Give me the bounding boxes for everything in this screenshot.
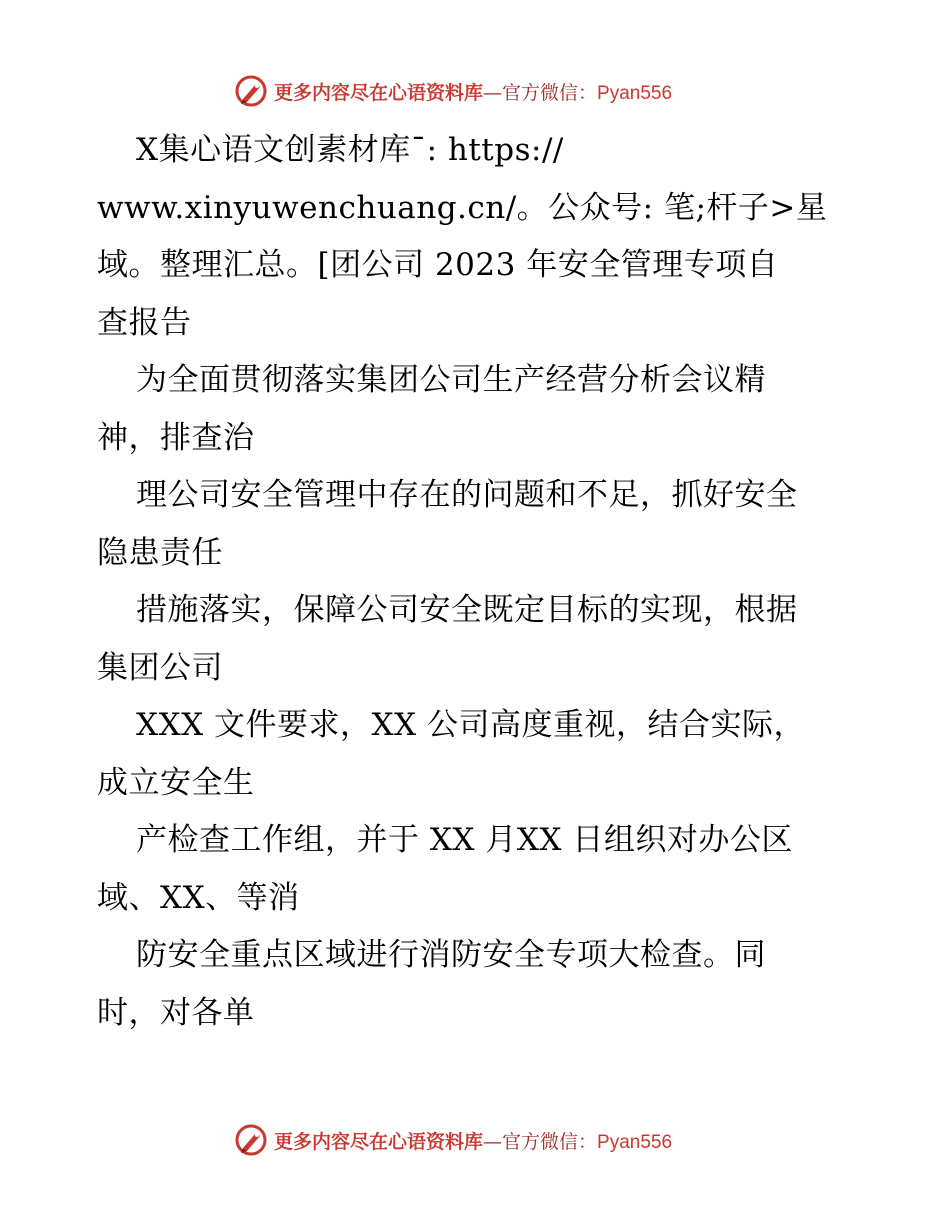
text-line: 集团公司 (97, 649, 223, 686)
watermark-wechat-id: Pyan556 (597, 82, 673, 104)
pen-circle-logo-icon (234, 1123, 268, 1157)
text-line: 域。整理汇总。[团公司 2023 年安全管理专项自 (97, 247, 779, 283)
text-line: www.xinyuwenchuang.cn/。公众号: 笔;杆子>星 (97, 189, 828, 226)
text-line: 理公司安全管理中存在的问题和不足，抓好安全 (136, 477, 798, 513)
text-line: 查报告 (97, 304, 192, 341)
text-line: 防安全重点区域进行消防安全专项大检查。同 (136, 937, 766, 973)
text-line: 成立安全生 (97, 764, 255, 801)
text-line: XXX 文件要求，XX 公司高度重视，结合实际， (136, 707, 806, 743)
text-line: 时，对各单 (97, 994, 255, 1031)
pen-circle-logo-icon (234, 74, 268, 108)
watermark-text (274, 1127, 672, 1154)
text-line: X集心语文创素材库¯: https:// (136, 132, 564, 168)
watermark-wechat-id: Pyan556 (597, 1131, 673, 1153)
text-line: 产检查工作组，并于 XX 月XX 日组织对办公区 (136, 822, 793, 858)
document-body (97, 122, 857, 1042)
text-line: 隐患责任 (97, 534, 223, 571)
watermark-wechat-label: 官方微信： (502, 81, 598, 104)
watermark-dash: — (483, 81, 503, 104)
text-line: 措施落实，保障公司安全既定目标的实现，根据 (136, 592, 798, 628)
watermark-wechat-label: 官方微信： (502, 1130, 598, 1153)
watermark-lead: 更多内容尽在心语资料库 (274, 1130, 484, 1153)
text-line: 神，排查治 (97, 419, 255, 456)
watermark-dash: — (483, 1130, 503, 1153)
watermark-lead: 更多内容尽在心语资料库 (274, 81, 484, 104)
watermark-text (274, 78, 672, 105)
text-line: 域、XX、等消 (97, 879, 300, 916)
footer-watermark (234, 1122, 714, 1158)
text-line: 为全面贯彻落实集团公司生产经营分析会议精 (136, 362, 766, 398)
header-watermark (234, 73, 714, 109)
